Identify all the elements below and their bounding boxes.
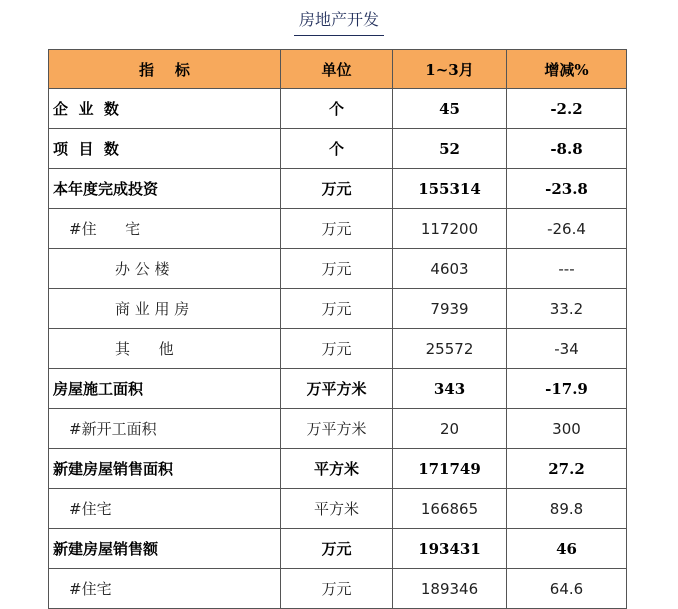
table-row: [49, 489, 627, 529]
row-value: 189346: [393, 569, 507, 609]
row-indicator: 项 目 数: [49, 129, 281, 169]
row-unit: 平方米: [281, 449, 393, 489]
row-unit: 万元: [281, 569, 393, 609]
row-unit: 个: [281, 89, 393, 129]
row-indicator: #住 宅: [49, 209, 281, 249]
row-value: 117200: [393, 209, 507, 249]
row-unit: 万平方米: [281, 409, 393, 449]
row-indicator: 商 业 用 房: [49, 289, 281, 329]
row-indicator: #住宅: [49, 489, 281, 529]
row-change: -8.8: [507, 129, 627, 169]
row-value: 25572: [393, 329, 507, 369]
row-change: 27.2: [507, 449, 627, 489]
row-indicator: 其 他: [49, 329, 281, 369]
page-title: [0, 7, 678, 36]
table-row: [49, 449, 627, 489]
row-unit: 万元: [281, 249, 393, 289]
table-row: [49, 329, 627, 369]
table-row: [49, 209, 627, 249]
row-change: 46: [507, 529, 627, 569]
row-value: 343: [393, 369, 507, 409]
row-unit: 万元: [281, 289, 393, 329]
header-indicator: 指 标: [49, 50, 281, 89]
table-row: [49, 169, 627, 209]
table-row: [49, 529, 627, 569]
row-indicator: 办 公 楼: [49, 249, 281, 289]
row-unit: 万元: [281, 529, 393, 569]
header-unit: 单位: [281, 50, 393, 89]
table-row: [49, 369, 627, 409]
row-change: -2.2: [507, 89, 627, 129]
row-value: 155314: [393, 169, 507, 209]
row-unit: 万平方米: [281, 369, 393, 409]
table-row: [49, 129, 627, 169]
row-value: 45: [393, 89, 507, 129]
row-value: 166865: [393, 489, 507, 529]
row-indicator: 新建房屋销售额: [49, 529, 281, 569]
row-unit: 万元: [281, 329, 393, 369]
row-change: -34: [507, 329, 627, 369]
row-change: 300: [507, 409, 627, 449]
row-unit: 万元: [281, 209, 393, 249]
row-value: 171749: [393, 449, 507, 489]
table-row: [49, 409, 627, 449]
row-change: -26.4: [507, 209, 627, 249]
real-estate-table: [48, 49, 627, 609]
table-header-row: [49, 50, 627, 89]
row-value: 193431: [393, 529, 507, 569]
table-row: [49, 289, 627, 329]
row-unit: 平方米: [281, 489, 393, 529]
row-change: 64.6: [507, 569, 627, 609]
row-change: -17.9: [507, 369, 627, 409]
table-row: [49, 569, 627, 609]
row-indicator: 企 业 数: [49, 89, 281, 129]
header-change: 增减%: [507, 50, 627, 89]
page-title-text: 房地产开发: [294, 7, 384, 36]
row-value: 7939: [393, 289, 507, 329]
row-indicator: 本年度完成投资: [49, 169, 281, 209]
row-change: ---: [507, 249, 627, 289]
row-value: 20: [393, 409, 507, 449]
row-value: 4603: [393, 249, 507, 289]
row-indicator: #新开工面积: [49, 409, 281, 449]
table-row: [49, 249, 627, 289]
row-unit: 个: [281, 129, 393, 169]
row-indicator: #住宅: [49, 569, 281, 609]
table-row: [49, 89, 627, 129]
row-change: 33.2: [507, 289, 627, 329]
row-change: -23.8: [507, 169, 627, 209]
header-period: 1~3月: [393, 50, 507, 89]
row-indicator: 新建房屋销售面积: [49, 449, 281, 489]
row-value: 52: [393, 129, 507, 169]
row-indicator: 房屋施工面积: [49, 369, 281, 409]
row-unit: 万元: [281, 169, 393, 209]
row-change: 89.8: [507, 489, 627, 529]
